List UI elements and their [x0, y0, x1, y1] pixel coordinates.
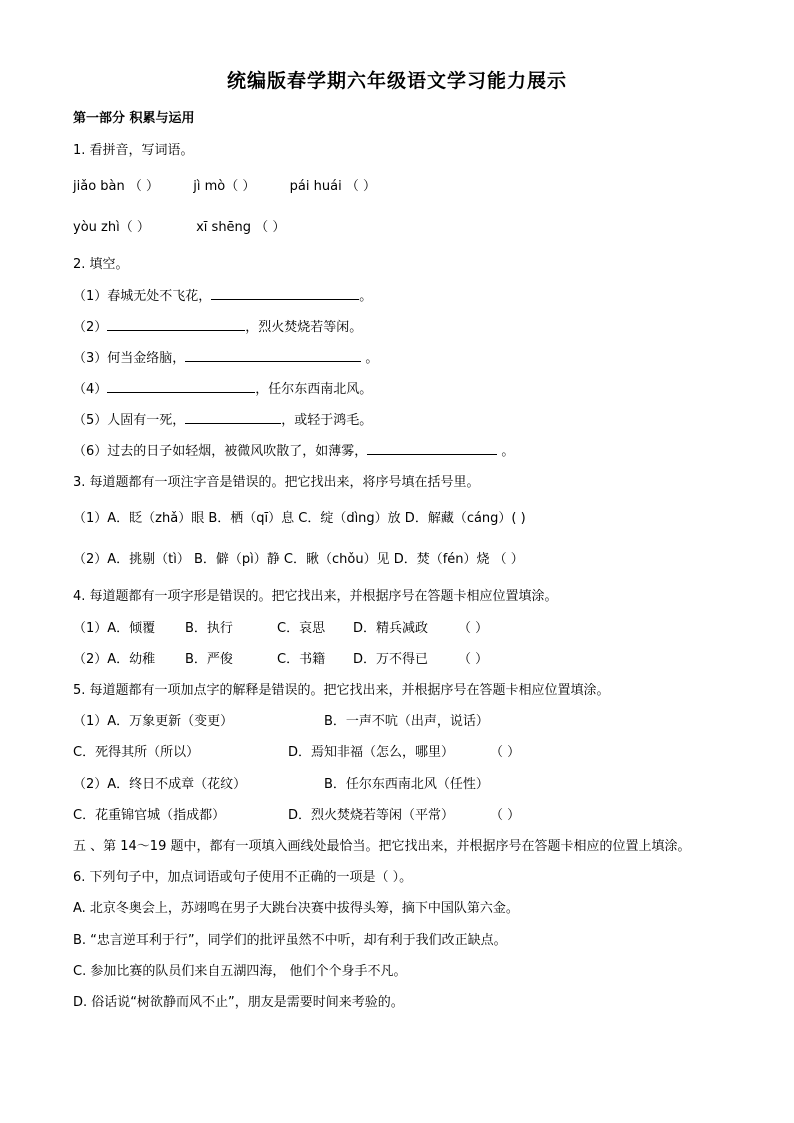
fill-item: （4） ，任尔东西南北风。: [73, 382, 373, 397]
pinyin-item: xī shēng （ ）: [196, 220, 286, 235]
answer-blank[interactable]: [185, 411, 281, 424]
choice-line: [73, 651, 488, 669]
answer-blank[interactable]: [185, 349, 361, 362]
question-3-stem: 3. 每道题都有一项注字音是错误的。把它找出来，将序号填在括号里。: [73, 475, 480, 490]
question-5-stem: 5. 每道题都有一项加点字的解释是错误的。把它找出来，并根据序号在答题卡相应位置填涂。: [73, 683, 610, 698]
answer-bracket: （ ）: [458, 652, 489, 667]
option-d: D. 俗话说“树欲静而风不止”，朋友是需要时间来考验的。: [73, 995, 404, 1010]
answer-bracket: （ ）: [490, 745, 521, 760]
fill-item: （3）何当金络脑， 。: [73, 351, 379, 366]
choice-option: （2）A．幼稚: [73, 652, 156, 667]
choice-option: C．死得其所（所以）: [73, 745, 200, 760]
choice-line: （1）A．眨（zhǎ）眼 B．栖（qī）息 C．绽（dìng）放 D．解藏（cáng）( ): [73, 511, 526, 526]
fill-item: （2） ，烈火焚烧若等闲。: [73, 320, 363, 335]
pinyin-row-1: [73, 178, 376, 196]
choice-option: （1）A．万象更新（变更）: [73, 714, 234, 729]
choice-option: （1）A．倾覆: [73, 621, 156, 636]
pinyin-row-2: [73, 219, 285, 237]
choice-option: B．任尔东西南北风（任性）: [324, 777, 489, 792]
pinyin-item: pái huái （ ）: [289, 179, 376, 194]
choice-line: [73, 713, 489, 731]
choice-option: B．一声不吭（出声，说话）: [324, 714, 489, 729]
answer-blank[interactable]: [107, 380, 255, 393]
question-4-stem: 4. 每道题都有一项字形是错误的。把它找出来，并根据序号在答题卡相应位置填涂。: [73, 589, 558, 604]
choice-line: （2）A．挑剔（tì） B．僻（pì）静 C．瞅（chǒu）见 D．焚（fén）烧 （ ）: [73, 552, 524, 567]
question-2-stem: 2. 填空。: [73, 257, 129, 272]
question-1-stem: 1. 看拼音，写词语。: [73, 143, 194, 158]
answer-blank[interactable]: [107, 318, 245, 331]
choice-option: （2）A．终日不成章（花纹）: [73, 777, 247, 792]
choice-option: B．执行: [185, 621, 233, 636]
choice-option: B．严俊: [185, 652, 233, 667]
pinyin-item: jì mò（ ）: [193, 179, 256, 194]
answer-bracket: （ ）: [490, 808, 521, 823]
choice-line: [73, 744, 520, 762]
choice-option: C．花重锦官城（指成都）: [73, 808, 226, 823]
choice-option: C．书籍: [277, 652, 326, 667]
choice-line: [73, 776, 489, 794]
option-c: C. 参加比赛的队员们来自五湖四海， 他们个个身手不凡。: [73, 964, 407, 979]
option-b: B. “忠言逆耳利于行”，同学们的批评虽然不中听，却有利于我们改正缺点。: [73, 933, 507, 948]
pinyin-item: yòu zhì（ ）: [73, 220, 150, 235]
option-a: A. 北京冬奥会上，苏翊鸣在男子大跳台决赛中拔得头筹，摘下中国队第六金。: [73, 901, 519, 916]
answer-blank[interactable]: [367, 442, 497, 455]
choice-option: C．哀思: [277, 621, 326, 636]
answer-blank[interactable]: [211, 287, 359, 300]
choice-option: D．精兵减政: [353, 621, 429, 636]
answer-bracket: （ ）: [458, 621, 489, 636]
choice-line: [73, 620, 488, 638]
page-title: 统编版春学期六年级语文学习能力展示: [226, 70, 567, 92]
section-instruction: 五 、第 14～19 题中，都有一项填入画线处最恰当。把它找出来，并根据序号在答题卡相应的位置上填涂。: [73, 839, 691, 854]
fill-item: （6）过去的日子如轻烟，被微风吹散了，如薄雾， 。: [73, 444, 515, 459]
choice-option: D．万不得已: [353, 652, 429, 667]
choice-option: D．烈火焚烧若等闲（平常）: [288, 808, 455, 823]
choice-line: [73, 807, 520, 825]
question-6-stem: 6. 下列句子中，加点词语或句子使用不正确的一项是（ ）。: [73, 870, 413, 885]
part-heading: 第一部分 积累与运用: [73, 111, 195, 126]
pinyin-item: jiǎo bàn （ ）: [73, 179, 159, 194]
fill-item: （5）人固有一死， ，或轻于鸿毛。: [73, 413, 373, 428]
fill-item: （1）春城无处不飞花， 。: [73, 289, 373, 304]
choice-option: D．焉知非福（怎么，哪里）: [288, 745, 455, 760]
